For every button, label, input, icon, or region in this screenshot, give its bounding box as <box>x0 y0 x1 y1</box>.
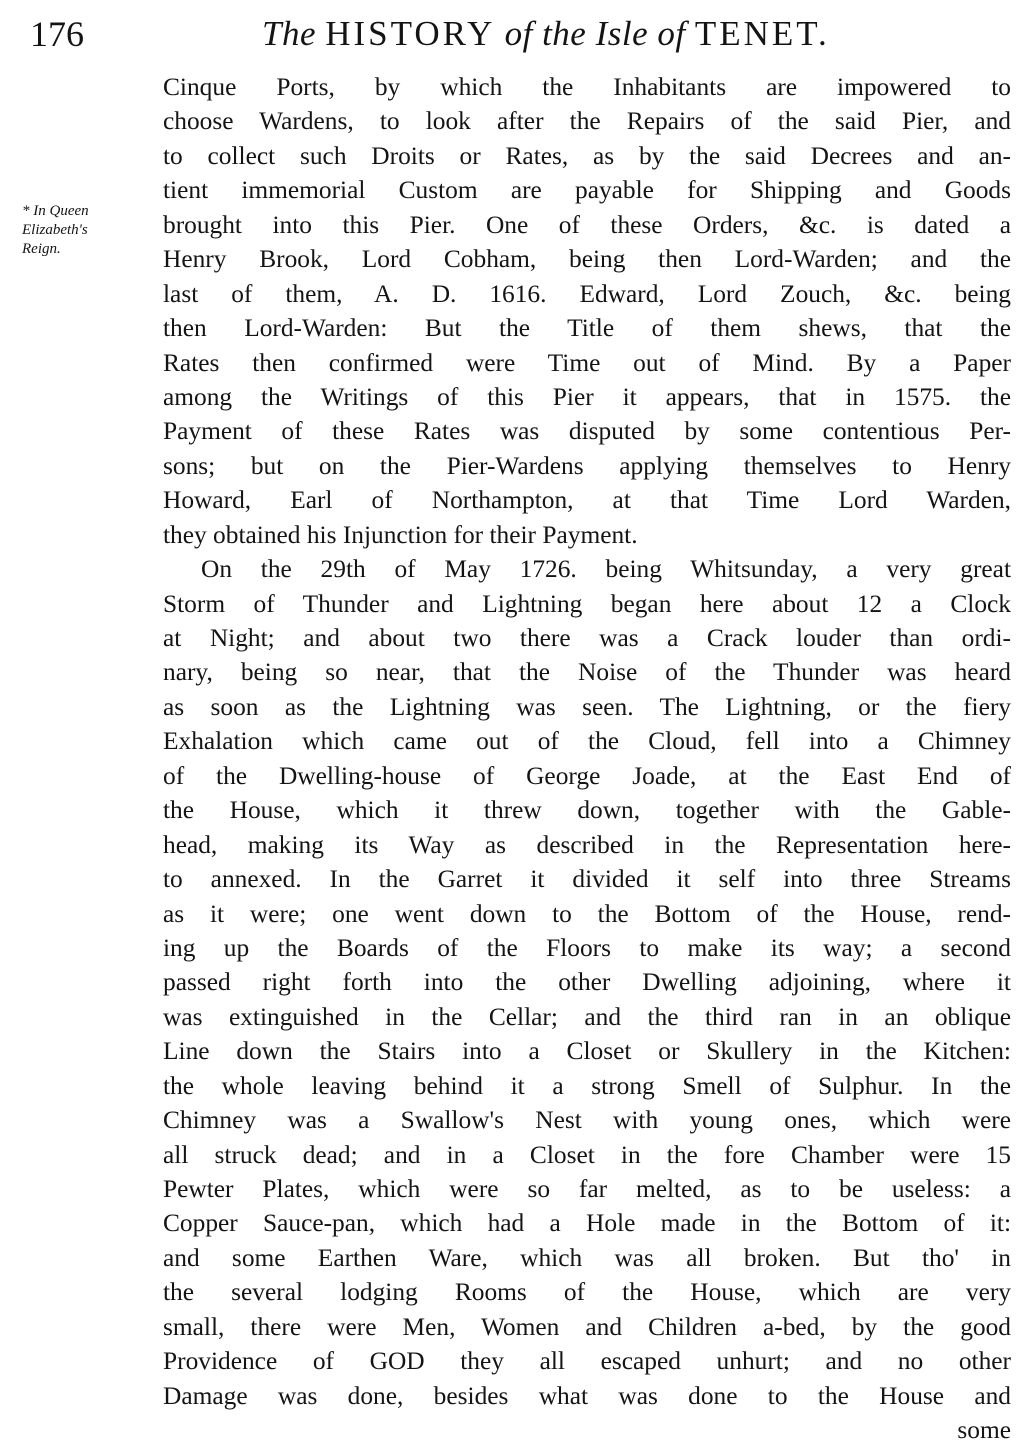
text-line: Cinque Ports, by which the Inhabitants are impowered to <box>163 73 1011 101</box>
text-line: was extinguished in the Cellar; and the third ran in an oblique <box>163 1002 1011 1031</box>
page-number: 176 <box>30 14 84 54</box>
catchword: some <box>957 1416 1011 1445</box>
text-line: of the Dwelling-house of George Joade, at the East End of <box>163 761 1011 790</box>
text-line: brought into this Pier. One of these Orders, &c. is dated a <box>163 210 1011 239</box>
text-line: among the Writings of this Pier it appears, that in 1575. the <box>163 382 1011 411</box>
text-line: passed right forth into the other Dwelling adjoining, where it <box>163 968 1011 997</box>
text-line: Exhalation which came out of the Cloud, fell into a Chimney <box>163 727 1011 756</box>
text-line: to collect such Droits or Rates, as by the said Decrees and an- <box>163 141 1011 170</box>
text-line: the several lodging Rooms of the House, which are very <box>163 1278 1011 1307</box>
text-line: Howard, Earl of Northampton, at that Time Lord Warden, <box>163 486 1011 515</box>
text-line: the whole leaving behind it a strong Smell of Sulphur. In the <box>163 1071 1011 1100</box>
text-line: they obtained his Injunction for their Payment. <box>163 520 638 549</box>
text-line: to annexed. In the Garret it divided it self into three Streams <box>163 865 1011 894</box>
margin-note-line: Elizabeth's <box>22 222 88 238</box>
text-line: Storm of Thunder and Lightning began here about 12 a Clock <box>163 589 1011 618</box>
text-line: Payment of these Rates was disputed by some contentious Per- <box>163 417 1011 446</box>
running-head <box>262 14 830 54</box>
text-line: small, there were Men, Women and Children a-bed, by the good <box>163 1312 1011 1341</box>
text-line: nary, being so near, that the Noise of the Thunder was heard <box>163 658 1011 687</box>
text-line: Pewter Plates, which were so far melted, as to be useless: a <box>163 1175 1011 1203</box>
running-head-tenet: TENET. <box>694 14 830 53</box>
text-line: then Lord-Warden: But the Title of them shews, that the <box>163 314 1011 343</box>
text-line: head, making its Way as described in the Representation here- <box>163 830 1011 859</box>
text-line: Rates then confirmed were Time out of Mind. By a Paper <box>163 348 1011 377</box>
text-line: at Night; and about two there was a Crack louder than ordi- <box>163 624 1011 652</box>
text-line: ing up the Boards of the Floors to make its way; a second <box>163 933 1011 962</box>
text-line: as it were; one went down to the Bottom of the House, rend- <box>163 899 1011 928</box>
margin-note-line: Reign. <box>22 241 61 257</box>
text-line: sons; but on the Pier-Wardens applying themselves to Henry <box>163 451 1011 480</box>
text-line: Henry Brook, Lord Cobham, being then Lord-Warden; and the <box>163 245 1011 274</box>
text-line: last of them, A. D. 1616. Edward, Lord Zouch, &c. being <box>163 279 1011 308</box>
text-line: tient immemorial Custom are payable for Shipping and Goods <box>163 176 1011 205</box>
text-line: Providence of GOD they all escaped unhurt; and no other <box>163 1347 1011 1376</box>
running-head-the: The <box>262 14 316 53</box>
text-line: Chimney was a Swallow's Nest with young ones, which were <box>163 1106 1011 1135</box>
text-line: Copper Sauce-pan, which had a Hole made in the Bottom of it: <box>163 1209 1011 1238</box>
text-line: Damage was done, besides what was done to the House and <box>163 1381 1011 1410</box>
body-text <box>163 70 1011 1448</box>
margin-footnote <box>22 202 162 259</box>
text-line: as soon as the Lightning was seen. The Lightning, or the fiery <box>163 692 1011 721</box>
text-line: all struck dead; and in a Closet in the fore Chamber were 15 <box>163 1140 1011 1169</box>
running-head-history: HISTORY <box>325 14 496 53</box>
margin-note-line: * In Queen <box>22 203 89 219</box>
text-line: choose Wardens, to look after the Repairs of the said Pier, and <box>163 107 1011 136</box>
text-line: and some Earthen Ware, which was all broken. But tho' in <box>163 1243 1011 1272</box>
running-head-isle-of: Isle of <box>595 14 686 53</box>
text-line: Line down the Stairs into a Closet or Skullery in the Kitchen: <box>163 1037 1011 1066</box>
paragraph-start-line: On the 29th of May 1726. being Whitsunday, a very great <box>201 555 1011 584</box>
text-line: the House, which it threw down, together with the Gable- <box>163 796 1011 825</box>
running-head-of-the: of the <box>504 14 587 53</box>
